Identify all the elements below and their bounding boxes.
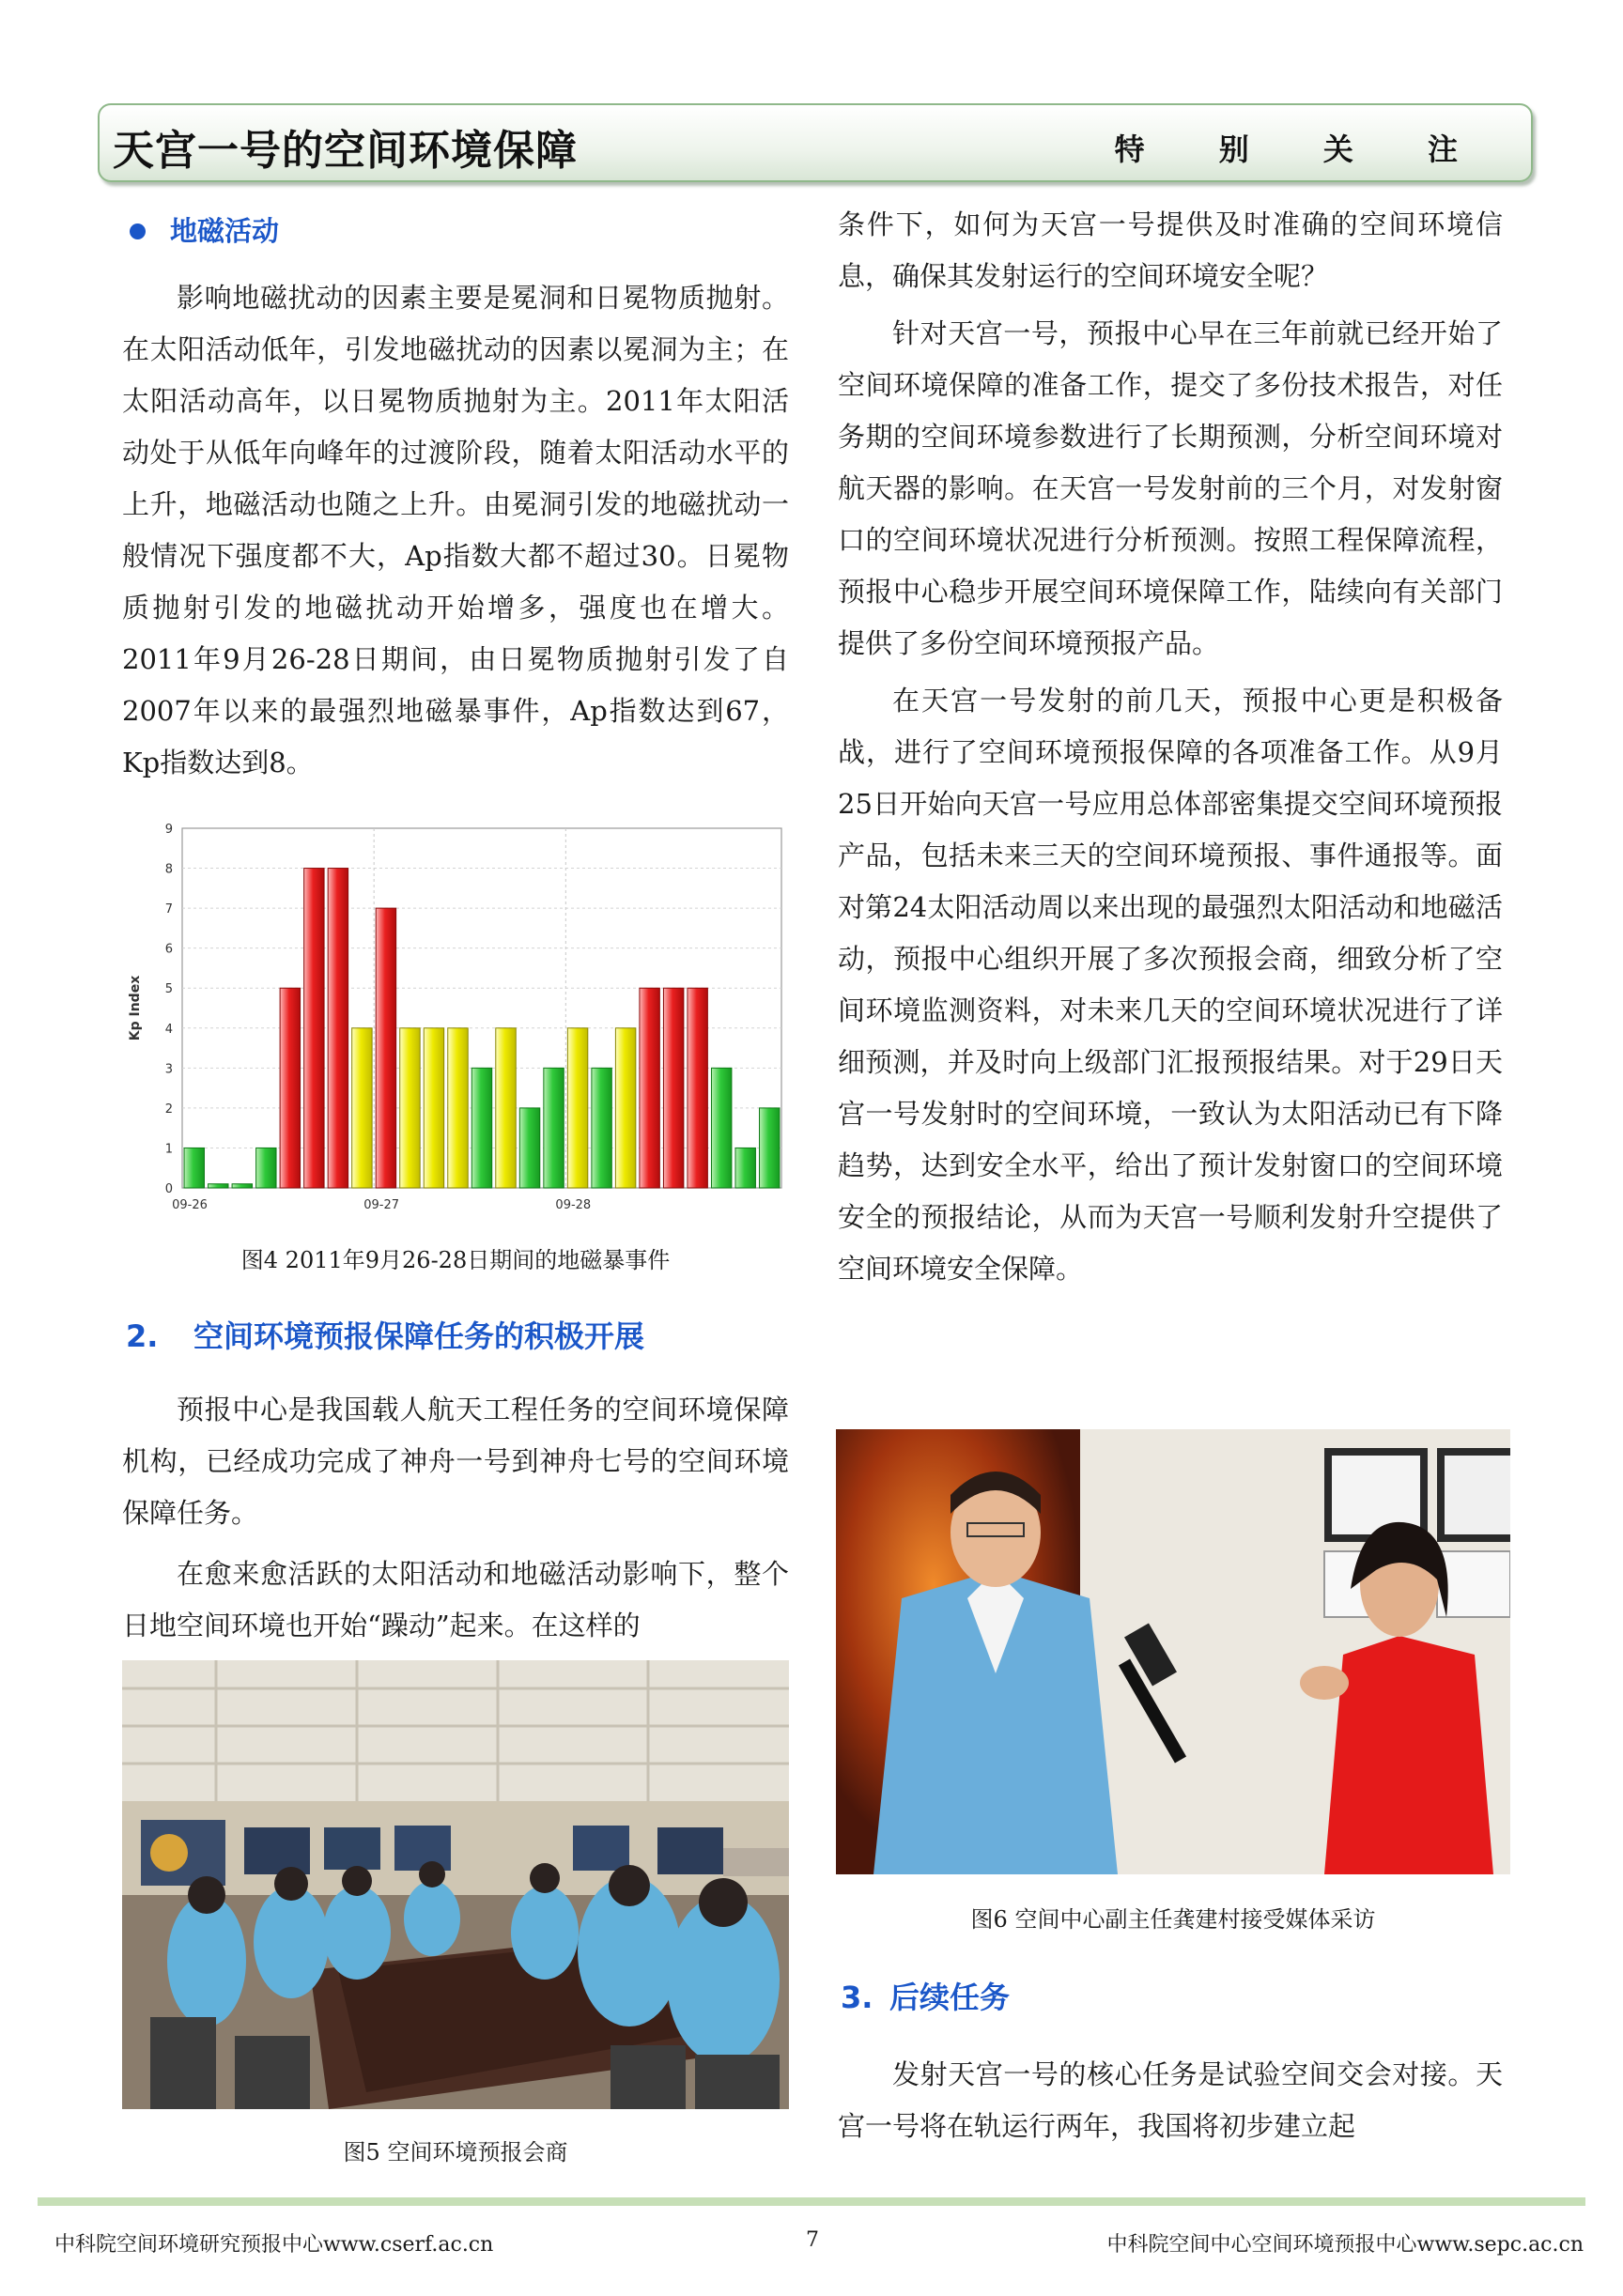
kp-bar — [544, 1068, 564, 1188]
kp-bar — [760, 1108, 780, 1188]
kp-bar — [232, 1184, 252, 1188]
kp-bar — [209, 1184, 228, 1188]
kp-chart-svg — [124, 817, 793, 1230]
kp-bar — [376, 908, 395, 1188]
figure4-caption: 图4 2011年9月26-28日期间的地磁暴事件 — [240, 1247, 671, 1273]
y-tick-label: 2 — [164, 1102, 173, 1117]
section2-number: 2. — [126, 1318, 159, 1354]
y-axis-label: Kp Index — [128, 975, 143, 1041]
kp-bar — [256, 1148, 276, 1188]
paragraph-geomagnetic: 影响地磁扰动的因素主要是冕洞和日冕物质抛射。在太阳活动低年，引发地磁扰动的因素以冕洞为主；在太阳活动高年，以日冕物质抛射为主。2011年太阳活动处于从低年向峰年的过渡阶段，随着太阳活动水平的上升，地磁活动也随之上升。由冕洞引发的地磁扰动一般情况下强度都不大，Ap指数大都不超过30。日冕物质抛射引发的地磁扰动开始增多，强度也在增大。2011年9月26-28日期间，由日冕物质抛射引发了自2007年以来的最强烈地磁暴事件，Ap指数达到67，Kp指数达到8。 — [122, 282, 789, 778]
x-tick-label: 09-26 — [172, 1198, 208, 1212]
y-tick-label: 4 — [164, 1022, 173, 1037]
y-tick-label: 9 — [164, 823, 173, 837]
kp-index-chart — [124, 817, 793, 1230]
y-tick-label: 1 — [164, 1142, 173, 1157]
y-tick-label: 3 — [164, 1062, 173, 1077]
section3-title: 后续任务 — [889, 1980, 1011, 2015]
page-number: 7 — [806, 2228, 819, 2252]
bullet-dot-icon — [130, 223, 146, 239]
x-tick-label: 09-28 — [555, 1198, 592, 1212]
kp-bar — [592, 1068, 611, 1188]
paragraph-launch-days: 在天宫一号发射的前几天，预报中心更是积极备战，进行了空间环境预报保障的各项准备工作。从9月25日开始向天宫一号应用总体部密集提交空间环境预报产品，包括未来三天的空间环境预报、事件通报等。面对第24太阳活动周以来出现的最强烈太阳活动和地磁活动，预报中心组织开展了多次预报会商，细致分析了空间环境监测资料，对未来几天的空间环境状况进行了详细预测，并及时向上级部门汇报预报结果。对于29日天宫一号发射时的空间环境，一致认为太阳活动已有下降趋势，达到安全水平，给出了预计发射窗口的空间环境安全的预报结论，从而为天宫一号顺利发射升空提供了空间环境安全保障。 — [838, 685, 1503, 1285]
kp-bar — [688, 988, 707, 1188]
kp-bar — [496, 1028, 516, 1188]
x-tick-label: 09-27 — [363, 1198, 400, 1212]
figure5-photo — [122, 1660, 789, 2109]
section3-heading — [841, 1974, 1507, 2017]
section3-body — [838, 2049, 1503, 2152]
kp-bar — [711, 1068, 731, 1188]
kp-bar — [280, 988, 300, 1188]
section-tag: 特 别 关 注 — [1114, 131, 1490, 167]
section2-body — [122, 1384, 789, 1652]
figure6-caption: 图6 空间中心副主任龚建村接受媒体采访 — [970, 1906, 1376, 1933]
y-tick-label: 5 — [164, 982, 173, 997]
kp-bar — [640, 988, 659, 1188]
kp-bar — [663, 988, 683, 1188]
kp-bar — [448, 1028, 468, 1188]
kp-bar — [735, 1148, 755, 1188]
kp-bar — [352, 1028, 372, 1188]
section2-heading — [126, 1313, 793, 1356]
paragraph-followup: 发射天宫一号的核心任务是试验空间交会对接。天宫一号将在轨运行两年，我国将初步建立起 — [838, 2058, 1503, 2142]
footer-right: 中科院空间中心空间环境预报中心www.sepc.ac.cn — [1106, 2233, 1584, 2257]
footer-left: 中科院空间环境研究预报中心www.cserf.ac.cn — [54, 2233, 494, 2257]
y-tick-label: 6 — [164, 942, 173, 957]
kp-bar — [424, 1028, 443, 1188]
paragraph-forecast-center: 预报中心是我国载人航天工程任务的空间环境保障机构，已经成功完成了神舟一号到神舟七号的空间环境保障任务。 — [122, 1394, 789, 1529]
kp-bar — [184, 1148, 204, 1188]
bullet-heading-text: 地磁活动 — [170, 215, 280, 247]
section2-title: 空间环境预报保障任务的积极开展 — [193, 1318, 645, 1354]
y-tick-label: 0 — [164, 1182, 173, 1196]
right-column — [838, 199, 1503, 1295]
kp-bar — [567, 1028, 587, 1188]
figure6-photo — [836, 1429, 1510, 1874]
paragraph-continuation: 条件下，如何为天宫一号提供及时准确的空间环境信息，确保其发射运行的空间环境安全呢？ — [838, 208, 1503, 292]
kp-bar — [328, 869, 348, 1188]
kp-bar — [471, 1068, 491, 1188]
bullet-heading — [122, 207, 789, 255]
kp-bar — [615, 1028, 635, 1188]
kp-bar — [400, 1028, 420, 1188]
page-title: 天宫一号的空间环境保障 — [113, 127, 578, 175]
figure5-caption: 图5 空间环境预报会商 — [343, 2139, 568, 2165]
footer-divider — [38, 2197, 1585, 2206]
y-tick-label: 7 — [164, 902, 173, 917]
kp-bar — [304, 869, 324, 1188]
paragraph-preparation: 针对天宫一号，预报中心早在三年前就已经开始了空间环境保障的准备工作，提交了多份技术报告，对任务期的空间环境参数进行了长期预测，分析空间环境对航天器的影响。在天宫一号发射前的三个月，对发射窗口的空间环境状况进行分析预测。按照工程保障流程，预报中心稳步开展空间环境保障工作，陆续向有关部门提供了多份空间环境预报产品。 — [838, 317, 1503, 659]
section3-number: 3. — [841, 1980, 873, 2015]
paragraph-active-sun: 在愈来愈活跃的太阳活动和地磁活动影响下，整个日地空间环境也开始“躁动”起来。在这样的 — [122, 1558, 789, 1641]
kp-bar — [519, 1108, 539, 1188]
y-tick-label: 8 — [164, 862, 173, 877]
left-column — [122, 207, 789, 789]
header-bar — [98, 103, 1533, 182]
